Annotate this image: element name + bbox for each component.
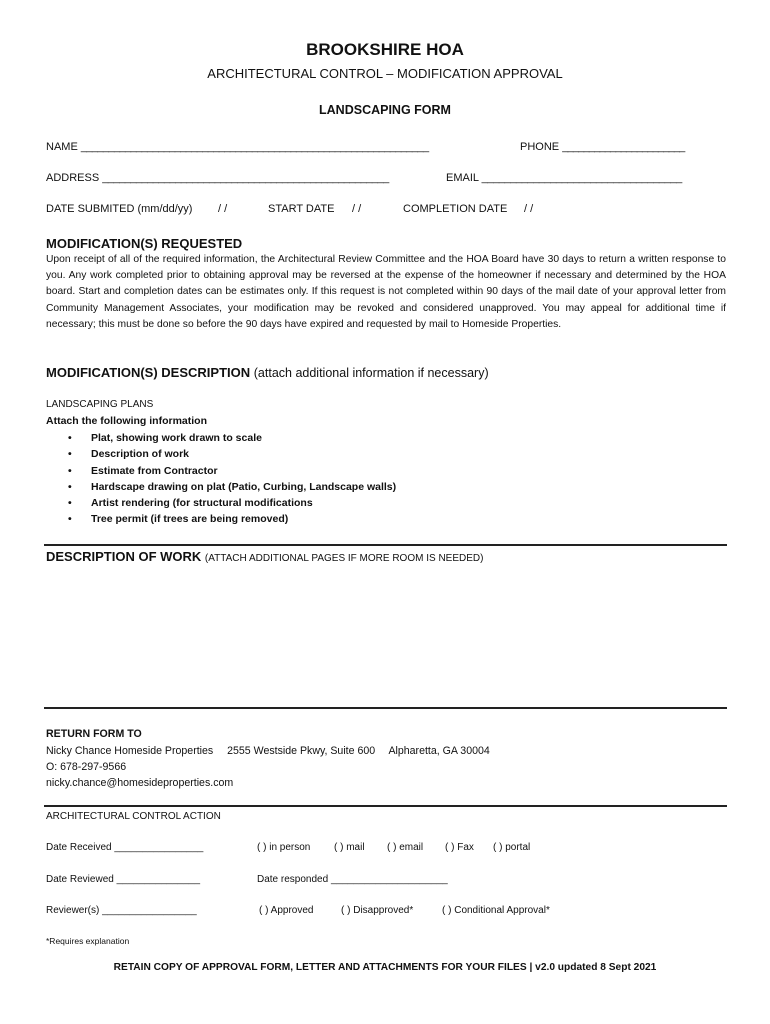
- modifications-description-note: (attach additional information if necessary): [253, 366, 489, 380]
- divider: [44, 544, 727, 546]
- date-submitted-field[interactable]: / /: [218, 203, 228, 215]
- form-name: LANDSCAPING FORM: [319, 103, 451, 117]
- bullet-icon: •: [68, 497, 72, 510]
- list-item: [68, 463, 396, 479]
- method-in-person-option[interactable]: ( ) in person: [257, 842, 311, 853]
- name-line: _______________________________________________________________: [80, 141, 429, 153]
- list-item-text: Plat, showing work drawn to scale: [91, 432, 262, 444]
- modifications-description-title: MODIFICATION(S) DESCRIPTION: [46, 365, 251, 380]
- address-line: ___________________________________________________: [102, 172, 389, 184]
- return-office-phone: O: 678-297-9566: [46, 761, 127, 773]
- list-item: [68, 479, 396, 495]
- name-field[interactable]: [46, 141, 428, 153]
- list-item-text: Estimate from Contractor: [91, 464, 218, 477]
- start-date-field[interactable]: / /: [352, 203, 362, 215]
- address-field[interactable]: [46, 172, 389, 184]
- modifications-requested-body: Upon receipt of all of the required information, the Architectural Review Committee and the HOA Board have 30 days to return a written response to you. Any work completed prior to obtaining approval may be reversed at the expense of the homeowner if necessary and determined by the HOA board. Start and completion dates can be estimates only. If this request is not completed within 90 days of the mail date of your approval letter from Community Management Associates, your modification may be revoked and considered unapproved. You may appeal for additional time if necessary; this must be done so before the 90 days have expired and requested by mail to Homeside Properties.: [46, 254, 726, 330]
- return-form-address-line: [46, 743, 490, 759]
- modifications-description-heading: [46, 365, 489, 380]
- divider: [44, 805, 727, 807]
- return-email-link[interactable]: nicky.chance@homesideproperties.com: [46, 777, 234, 789]
- action-heading: ARCHITECTURAL CONTROL ACTION: [46, 811, 221, 822]
- description-of-work-heading: [46, 549, 483, 564]
- list-item: [68, 430, 396, 446]
- modifications-requested-heading: MODIFICATION(S) REQUESTED: [46, 236, 243, 251]
- list-item: [68, 511, 396, 527]
- date-responded-field[interactable]: Date responded _____________________: [257, 874, 448, 885]
- phone-field[interactable]: [520, 141, 685, 153]
- email-line: ___________________________________: [481, 172, 682, 184]
- completion-date-field[interactable]: / /: [524, 203, 534, 215]
- list-item: [68, 446, 396, 462]
- form-subtitle: ARCHITECTURAL CONTROL – MODIFICATION APPROVAL: [207, 66, 563, 81]
- return-form-heading: RETURN FORM TO: [46, 728, 142, 740]
- attach-info-label: Attach the following information: [46, 415, 207, 427]
- method-portal-option[interactable]: ( ) portal: [493, 842, 531, 853]
- reviewers-field[interactable]: Reviewer(s) _________________: [46, 905, 197, 916]
- bullet-icon: •: [68, 513, 72, 526]
- email-field[interactable]: [446, 172, 682, 184]
- bullet-icon: •: [68, 464, 72, 477]
- start-date-label: START DATE: [268, 203, 335, 215]
- return-name: Nicky Chance Homeside Properties: [46, 745, 214, 757]
- list-item: [68, 495, 396, 511]
- description-of-work-title: DESCRIPTION OF WORK: [46, 549, 202, 564]
- phone-label: PHONE: [520, 141, 560, 153]
- date-received-field[interactable]: Date Received ________________: [46, 842, 204, 853]
- method-email-option[interactable]: ( ) email: [387, 842, 424, 853]
- form-title: BROOKSHIRE HOA: [306, 40, 464, 59]
- disapproved-option[interactable]: ( ) Disapproved*: [341, 905, 414, 916]
- return-street: 2555 Westside Pkwy, Suite 600: [227, 745, 376, 757]
- bullet-icon: •: [68, 480, 72, 493]
- divider: [44, 707, 727, 709]
- method-fax-option[interactable]: ( ) Fax: [445, 842, 474, 853]
- attachment-list: [68, 430, 396, 528]
- bullet-icon: •: [68, 432, 72, 444]
- conditional-approval-option[interactable]: ( ) Conditional Approval*: [442, 905, 550, 916]
- footer-note: RETAIN COPY OF APPROVAL FORM, LETTER AND ATTACHMENTS FOR YOUR FILES | v2.0 updated 8 Sept 2021: [113, 962, 657, 973]
- description-of-work-area[interactable]: [46, 572, 726, 702]
- list-item-text: Description of work: [91, 448, 190, 461]
- phone-line: _______________________: [562, 141, 685, 153]
- approved-option[interactable]: ( ) Approved: [259, 905, 314, 916]
- list-item-text: Tree permit (if trees are being removed): [91, 513, 289, 526]
- list-item-text: Artist rendering (for structural modifications: [91, 497, 313, 510]
- description-of-work-note: (ATTACH ADDITIONAL PAGES IF MORE ROOM IS NEEDED): [204, 553, 484, 564]
- address-label: ADDRESS: [46, 172, 100, 184]
- method-mail-option[interactable]: ( ) mail: [334, 842, 365, 853]
- list-item-text: Hardscape drawing on plat (Patio, Curbing, Landscape walls): [91, 480, 397, 493]
- date-submitted-label: DATE SUBMITED (mm/dd/yy): [46, 203, 193, 215]
- bullet-icon: •: [68, 448, 72, 461]
- completion-date-label: COMPLETION DATE: [403, 203, 508, 215]
- name-label: NAME: [46, 141, 78, 153]
- email-label: EMAIL: [446, 172, 479, 184]
- return-city: Alpharetta, GA 30004: [388, 745, 490, 757]
- footnote: *Requires explanation: [46, 936, 130, 946]
- date-reviewed-field[interactable]: Date Reviewed _______________: [46, 874, 201, 885]
- landscaping-plans-label: LANDSCAPING PLANS: [46, 399, 154, 410]
